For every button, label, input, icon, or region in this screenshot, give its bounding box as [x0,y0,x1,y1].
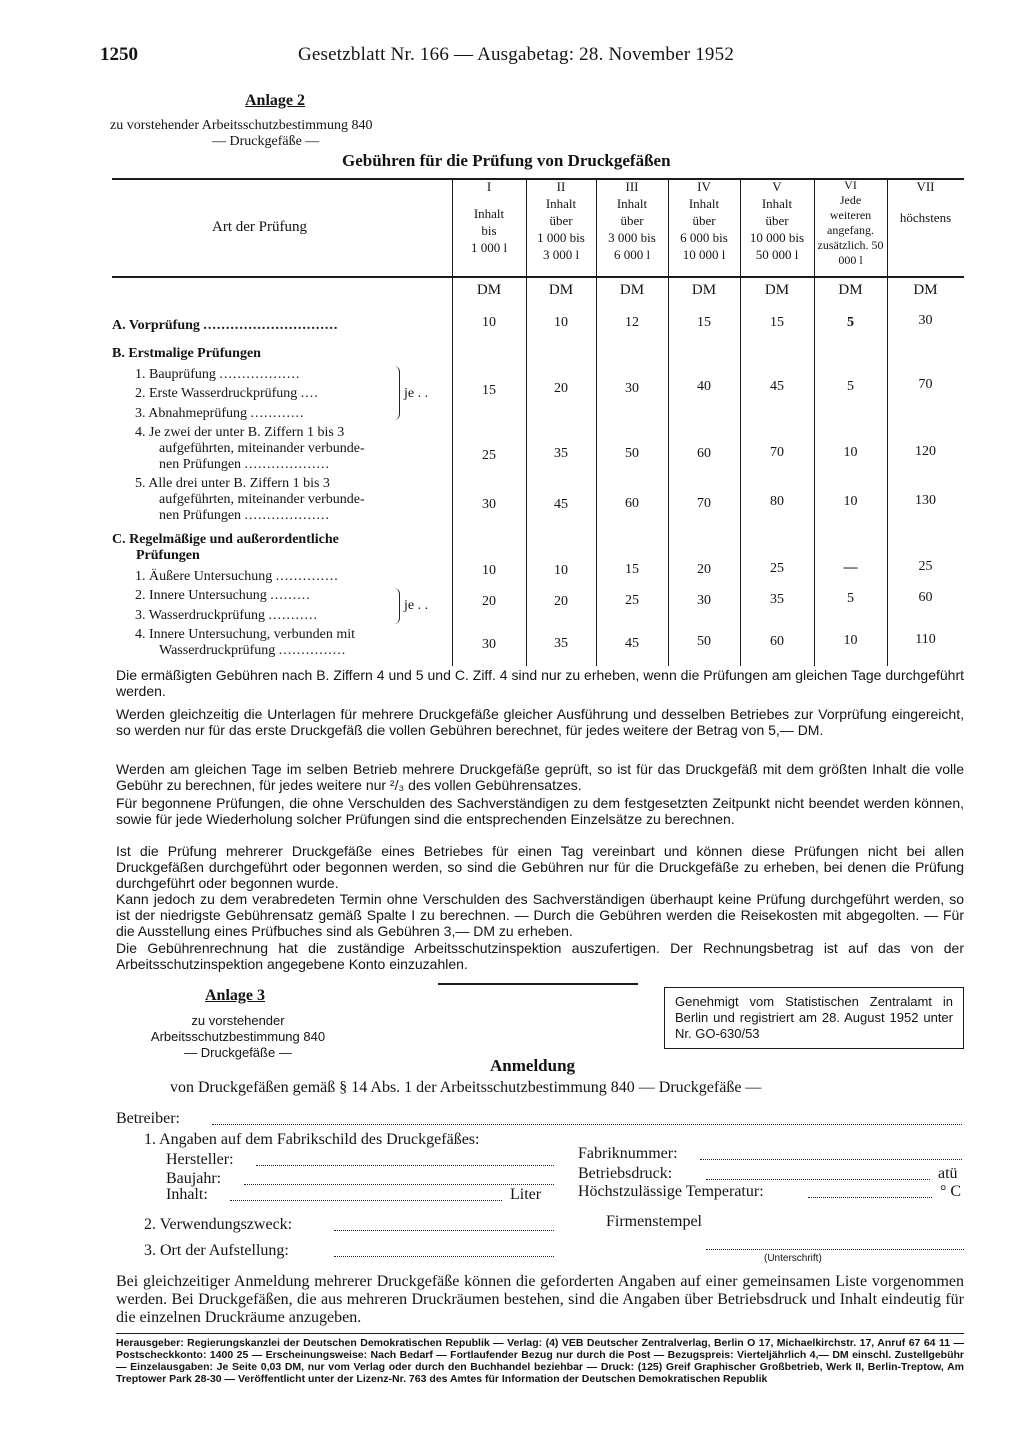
paragraph: Die Gebührenrechnung hat die zuständige Arbeitsschutzinspektion auszufertigen. Der Rechnungsbetrag ist auf das von der Arbeitsschutzinspektion angegebene Konto einzuzahlen. [116,940,964,972]
baujahr-field[interactable] [244,1184,554,1185]
col-header-5: V Inhalt über 10 000 bis 50 000 l [749,179,805,262]
cell-a-2: 10 [554,315,568,330]
cell-b4-4: 60 [697,446,711,461]
col-header-1: I Inhalt bis 1 000 l [470,179,508,255]
cell-b4-6: 10 [843,445,858,460]
table-title: Gebühren für die Prüfung von Druckgefäßen [342,151,671,170]
cell-c1-5: 25 [770,561,784,576]
cell-b5-5: 80 [770,494,784,509]
cell-c4-4: 50 [697,634,711,649]
form-title: Anmeldung [490,1056,576,1075]
cell-c4-5: 60 [770,634,784,649]
row-label-c: C. Regelmäßige und außerordentliche Prüfungen [112,532,339,563]
cell-b4-1: 25 [482,448,496,463]
cell-b123-4: 40 [697,379,711,394]
col-header-3: III Inhalt über 3 000 bis 6 000 l [608,179,656,262]
separator-rule [438,983,638,985]
cell-c4-7: 110 [915,632,936,647]
cell-b5-6: 10 [843,494,858,509]
temperatur-field[interactable] [808,1197,932,1198]
imprint: Herausgeber: Regierungskanzlei der Deutschen Demokratischen Republik — Verlag: (4) VEB Deutscher Zentralverlag, Berlin O 17, Michaelkirchstr. 17, Anruf 67 64 11 — Postscheckkonto: 1400 25 — Erscheinungsweise: Nach Bedarf — Fortlaufender Bezug nur durch die Post — Bezugspreis: Vierteljährlich 4,— DM einschl. Zustellgebühr — Einzelausgaben: Je Seite 0,03 DM, nur vom Verlag oder durch den Buchhandel beziehbar — Druck: (125) Greif Graphischer Großbetrieb, Werk II, Berlin-Treptow, Am Treptower Park 28-30 — Veröffentlicht unter der Lizenz-Nr. 763 des Amtes für Information der Deutschen Demokratischen Republik [116,1337,964,1385]
cell-b5-1: 30 [482,497,496,512]
cell-b123-2: 20 [554,381,568,396]
inhalt-field[interactable] [230,1200,502,1201]
signature-field[interactable] [706,1249,964,1250]
unit-dm: DM [838,282,863,298]
row-label-c4: 4. Innere Untersuchung, verbunden mit Wasserdruckprüfung ............... [135,627,356,658]
betriebsdruck-field[interactable] [706,1179,930,1180]
unit-dm: DM [764,282,790,298]
anmeldung-note: Bei gleichzeitiger Anmeldung mehrerer Druckgefäße können die geforderten Angaben auf einer gemeinsamen Liste vorgenommen werden. Bei Druckgefäßen, die aus mehreren Druckräumen bestehen, sind die Angaben über Betriebsdruck und Inhalt eindeutig für die einzelnen Druckräume anzugeben. [116,1273,964,1326]
je-label: je . . [404,386,429,401]
cell-c1-2: 10 [554,563,568,578]
fabriknummer-label: Fabriknummer: [578,1145,678,1162]
atue-unit: atü [938,1165,958,1182]
col-header-2: II Inhalt über 1 000 bis 3 000 l [537,179,585,262]
cell-b5-3: 60 [625,496,639,511]
paragraph: Werden gleichzeitig die Unterlagen für mehrere Druckgefäße gleicher Ausführung und desselben Betriebes zur Vorprüfung eingereicht, so werden nur für das erste Druckgefäß die vollen Gebühren berechnet, für jedes weitere der Betrag von 5,— DM. [116,706,964,738]
row-label-c3: 3. Wasserdruckprüfung ........... [135,608,319,623]
cell-c1-7: 25 [918,559,933,574]
cell-c23-6: 5 [847,591,854,606]
paragraph: Ist die Prüfung mehrerer Druckgefäße eines Betriebes für einen Tag vereinbart und können diese Prüfungen nicht bei allen Druckgefäßen durchgeführt oder begonnen werden, so sind die Gebühren nur für die Druckgefäße zu erheben, bei denen die Prüfung durchgeführt oder begonnen wurde. [116,843,964,891]
cell-a-4: 15 [697,315,711,330]
row-label-a: A. Vorprüfung .............................. [112,318,339,333]
cell-a-7: 30 [918,313,933,328]
je-label: je . . [404,598,429,613]
baujahr-label: Baujahr: [166,1170,222,1187]
paragraph: Kann jedoch zu dem verabredeten Termin ohne Verschulden des Sachverständigen überhaupt keine Prüfung durchgeführt werden, so ist der niedrigste Gebührensatz gemäß Spalte I zu berechnen. — Durch die Gebühren werden die Reisekosten mit abgegolten. — Für die Ausstellung eines Prüfbuches sind als Gebühren 3,— DM zu erheben. [116,891,964,939]
page-number: 1250 [100,44,138,65]
cell-c23-7: 60 [918,590,933,605]
cell-b5-4: 70 [697,496,711,511]
row-label-b: B. Erstmalige Prüfungen [112,346,261,361]
betriebsdruck-label: Betriebsdruck: [578,1165,673,1182]
footer-rule [116,1333,964,1334]
cell-c23-3: 25 [625,593,639,608]
betreiber-label: Betreiber: [116,1110,180,1127]
cell-c4-1: 30 [482,637,496,652]
cell-b5-2: 45 [554,497,568,512]
col-label-art: Art der Prüfung [212,219,307,235]
grad-unit: ° C [940,1183,962,1200]
brace [394,588,400,624]
temperatur-label: Höchstzulässige Temperatur: [578,1183,764,1200]
cell-c23-2: 20 [554,594,568,609]
cell-b4-2: 35 [554,446,568,461]
row-label-c1: 1. Äußere Untersuchung .............. [135,569,339,584]
row-label-c2: 2. Innere Untersuchung ......... [135,588,311,603]
unterschrift-label: (Unterschrift) [764,1253,822,1264]
firmenstempel-label: Firmenstempel [606,1213,702,1230]
hersteller-field[interactable] [256,1165,554,1166]
hersteller-label: Hersteller: [166,1151,234,1168]
cell-b5-7: 130 [915,493,936,508]
col-header-6: VI Jede weiteren angefang. zusätzlich. 50 000 l [817,178,884,267]
anlage2-title: Anlage 2 [245,92,305,109]
row-label-b4: 4. Je zwei der unter B. Ziffern 1 bis 3 aufgeführten, miteinander verbunde- nen Prüfungen ................... [135,425,365,472]
row-label-b5: 5. Alle drei unter B. Ziffern 1 bis 3 aufgeführten, miteinander verbunde- nen Prüfungen ................... [135,476,365,523]
unit-dm: DM [548,282,574,298]
fabrikschild-label: 1. Angaben auf dem Fabrikschild des Druckgefäßes: [144,1131,480,1148]
anlage3-title: Anlage 3 [205,987,265,1004]
cell-b123-6: 5 [847,379,854,394]
page-header [100,44,964,72]
cell-b123-5: 45 [770,379,784,394]
cell-c1-3: 15 [625,562,639,577]
aufstellung-field[interactable] [334,1256,554,1257]
cell-b123-3: 30 [625,381,639,396]
liter-unit: Liter [510,1186,542,1203]
cell-b123-7: 70 [918,377,933,392]
unit-dm: DM [913,282,938,298]
unit-dm: DM [691,282,717,298]
anlage3-subtitle: zu vorstehender Arbeitsschutzbestimmung 840 — Druckgefäße — [150,1013,326,1060]
anlage2-line2: — Druckgefäße — [212,134,320,149]
paragraph: Die ermäßigten Gebühren nach B. Ziffern 4 und 5 und C. Ziff. 4 sind nur zu erheben, wenn die Prüfungen am gleichen Tage durchgeführt werden. [116,667,964,699]
cell-a-5: 15 [770,315,784,330]
paragraph: Für begonnene Prüfungen, die ohne Verschulden des Sachverständigen zu dem festgesetzten Zeitpunkt nicht beendet werden können, sowie für jede Wiederholung solcher Prüfungen sind die entsprechenden Einzelsätze zu berechnen. [116,795,964,827]
cell-c23-4: 30 [697,593,711,608]
cell-a-6: 5 [847,315,854,330]
verwendungszweck-field[interactable] [334,1230,554,1231]
approval-box: Genehmigt vom Statistischen Zentralamt in Berlin und registriert am 28. August 1952 unter Nr. GO-630/53 [664,987,964,1049]
aufstellung-label: 3. Ort der Aufstellung: [144,1242,289,1259]
row-label-b1: 1. Bauprüfung .................. [135,367,301,382]
cell-c1-4: 20 [697,562,711,577]
cell-c23-5: 35 [770,592,784,607]
form-subtitle: von Druckgefäßen gemäß § 14 Abs. 1 der Arbeitsschutzbestimmung 840 — Druckgefäße — [170,1079,762,1096]
row-label-b3: 3. Abnahmeprüfung ............ [135,406,305,421]
cell-c23-1: 20 [482,594,496,609]
inhalt-label: Inhalt: [166,1186,208,1203]
fabriknummer-field[interactable] [700,1159,962,1160]
cell-a-1: 10 [482,315,496,330]
cell-c4-3: 45 [625,636,639,651]
cell-b4-3: 50 [625,446,639,461]
cell-c1-1: 10 [482,563,496,578]
cell-b4-7: 120 [915,444,936,459]
anlage2-line1: zu vorstehender Arbeitsschutzbestimmung 840 [110,118,373,133]
verwendungszweck-label: 2. Verwendungszweck: [144,1216,293,1233]
table-head-rule [112,276,964,278]
paragraph: Werden am gleichen Tage im selben Betrieb mehrere Druckgefäße geprüft, so ist für das Druckgefäß mit dem größten Inhalt die volle Gebühr zu berechnen, für jedes weitere nur ²/₃ des vollen Gebührensatzes. [116,761,964,793]
cell-b4-5: 70 [770,445,784,460]
unit-dm: DM [619,282,645,298]
unit-dm: DM [476,282,502,298]
cell-c4-6: 10 [843,633,858,648]
cell-c1-6: — [843,560,858,575]
betreiber-field[interactable] [212,1124,962,1125]
cell-b123-1: 15 [482,383,496,398]
col-header-4: IV Inhalt über 6 000 bis 10 000 l [680,179,728,262]
page-header-title: Gesetzblatt Nr. 166 — Ausgabetag: 28. November 1952 [298,44,735,65]
col-header-7: VII höchstens [899,179,952,225]
cell-a-3: 12 [625,315,639,330]
cell-c4-2: 35 [554,636,568,651]
row-label-b2: 2. Erste Wasserdruckprüfung .... [135,386,319,401]
brace [394,366,400,420]
